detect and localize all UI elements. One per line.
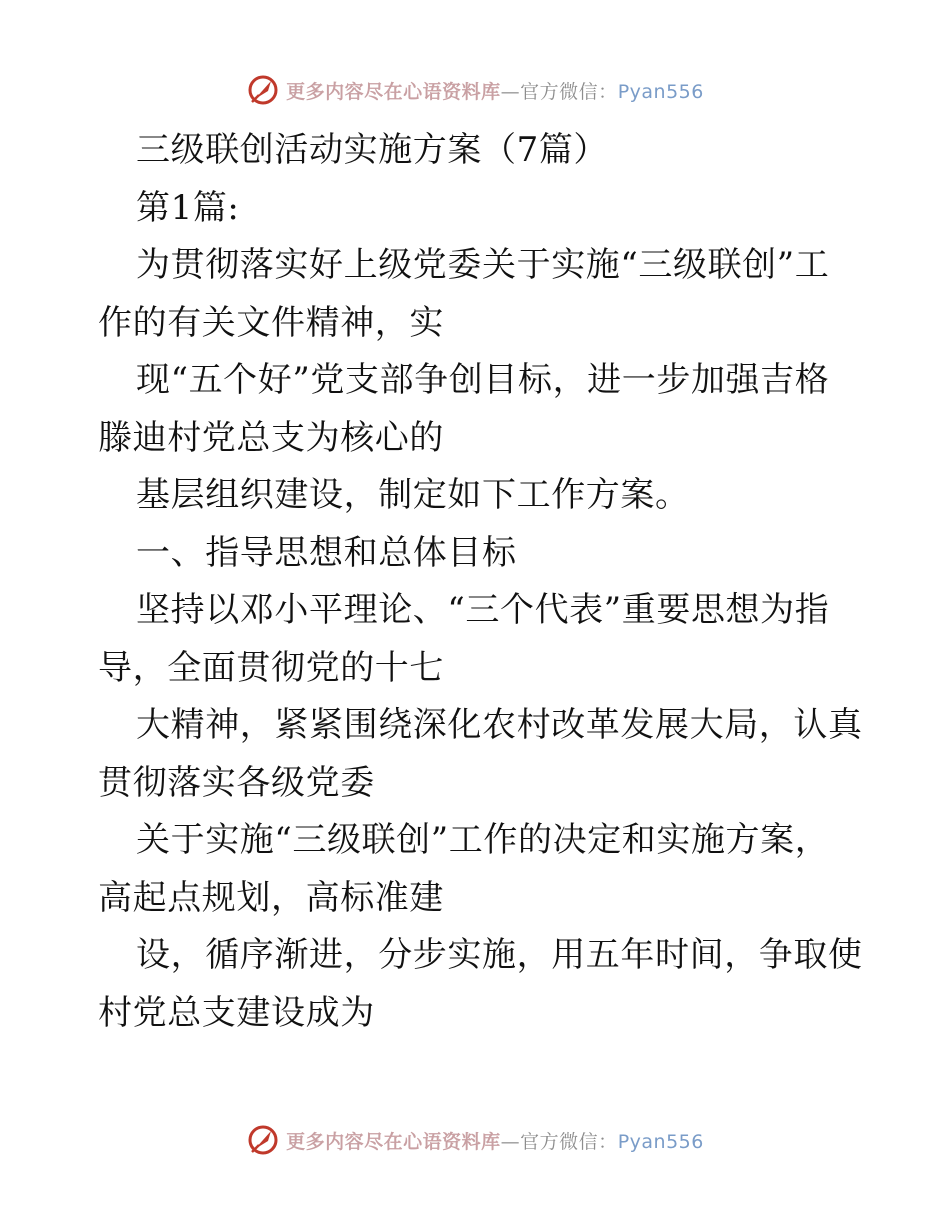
paragraph-line: 滕迪村党总支为核心的 [98, 417, 444, 458]
paragraph-line: 作的有关文件精神，实 [98, 302, 444, 343]
paragraph-line: 高起点规划，高标准建 [98, 877, 444, 918]
section-heading: 第1篇: [136, 187, 240, 228]
watermark-separator: — [500, 80, 521, 103]
document-body [98, 122, 863, 1042]
feather-pen-logo-icon [246, 73, 280, 107]
header-watermark [0, 70, 950, 110]
paragraph-line: 大精神，紧紧围绕深化农村改革发展大局，认真 [136, 705, 863, 745]
watermark-wechat-label: 官方微信： [520, 1130, 618, 1153]
paragraph-line: 村党总支建设成为 [98, 992, 375, 1033]
watermark-text [286, 1127, 704, 1154]
watermark-wechat-id: Pyan556 [617, 1130, 704, 1153]
watermark-separator: — [500, 1130, 521, 1153]
subsection-heading: 一、指导思想和总体目标 [136, 532, 517, 573]
watermark-wechat-id: Pyan556 [617, 80, 704, 103]
feather-pen-logo-icon [246, 1123, 280, 1157]
paragraph-line: 现“五个好”党支部争创目标，进一步加强吉格 [136, 360, 830, 400]
paragraph-line: 设，循序渐进，分步实施，用五年时间，争取使 [136, 935, 863, 975]
watermark-text [286, 77, 704, 104]
paragraph-line: 导，全面贯彻党的十七 [98, 647, 444, 688]
footer-watermark [0, 1120, 950, 1160]
watermark-wechat-label: 官方微信： [520, 80, 618, 103]
paragraph-line: 基层组织建设，制定如下工作方案。 [136, 475, 690, 515]
paragraph-line: 为贯彻落实好上级党委关于实施“三级联创”工 [136, 245, 830, 285]
paragraph-line: 坚持以邓小平理论、“三个代表”重要思想为指 [136, 590, 830, 630]
paragraph-line: 关于实施“三级联创”工作的决定和实施方案， [136, 820, 830, 860]
paragraph-line: 贯彻落实各级党委 [98, 762, 375, 803]
watermark-brand: 更多内容尽在心语资料库 [286, 80, 501, 103]
document-title: 三级联创活动实施方案（7篇） [136, 130, 609, 170]
watermark-brand: 更多内容尽在心语资料库 [286, 1130, 501, 1153]
